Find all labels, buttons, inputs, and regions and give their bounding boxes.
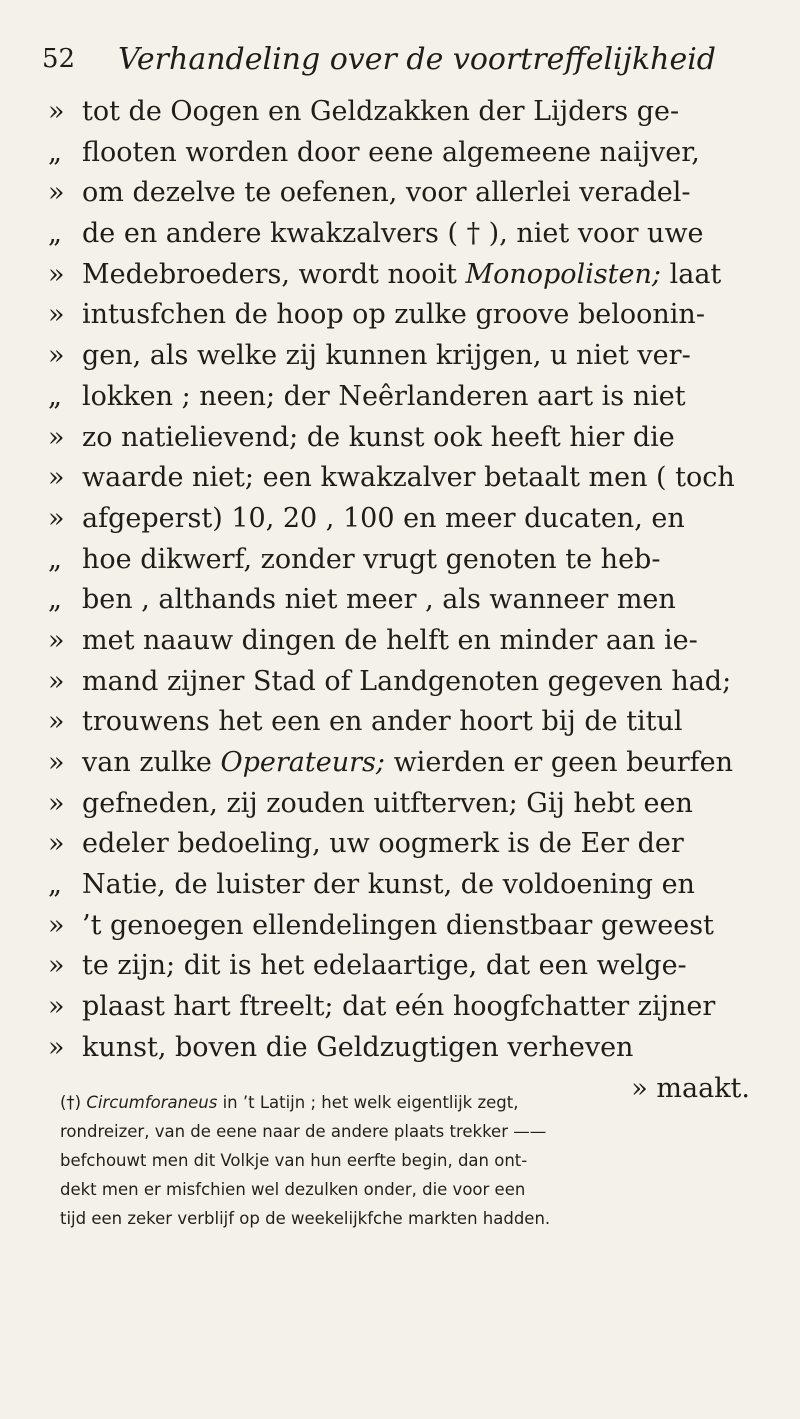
line-text-segment: lokken ; neen; der Neêrlanderen aart is niet: [82, 380, 686, 412]
line-text-segment: edeler bedoeling, uw oogmerk is de Eer der: [82, 828, 684, 860]
text-line: [48, 214, 768, 255]
text-line: [48, 133, 768, 174]
line-text: [82, 295, 705, 336]
text-line: [48, 173, 768, 214]
quote-mark: »: [48, 258, 65, 290]
footnote-marker: (†): [60, 1093, 82, 1112]
line-text: [82, 702, 683, 743]
text-line: [48, 336, 768, 377]
line-text-segment: waarde niet; een kwakzalver betaalt men ( toch: [82, 462, 735, 494]
text-line: [48, 295, 768, 336]
line-text: [82, 824, 684, 865]
line-text: [82, 458, 735, 499]
line-text-segment: trouwens het een en ander hoort bij de titul: [82, 706, 683, 738]
line-text: [82, 377, 686, 418]
quote-mark: „: [48, 218, 62, 250]
line-text-segment: hoe dikwerf, zonder vrugt genoten te heb-: [82, 543, 661, 575]
line-text: [82, 133, 700, 174]
page-number: 52: [42, 44, 76, 74]
line-text: [82, 621, 698, 662]
quote-mark: „: [48, 869, 62, 901]
line-text-segment: kunst, boven die Geldzugtigen verheven: [82, 1031, 634, 1063]
line-text-segment: Medebroeders, wordt nooit: [82, 258, 466, 290]
line-text-segment: met naauw dingen de helft en minder aan ie-: [82, 624, 698, 656]
line-text: [82, 906, 714, 947]
quote-mark: »: [48, 706, 65, 738]
line-text-segment: wierden er geen beurfen: [384, 747, 734, 778]
line-text: [82, 255, 721, 296]
main-text: [48, 92, 768, 1109]
text-line: [48, 540, 768, 581]
line-text: [82, 743, 733, 784]
footnote-line: [60, 1088, 760, 1117]
text-line: [48, 946, 768, 987]
final-line-text: » maakt.: [631, 1072, 750, 1104]
italic-term: Operateurs;: [220, 747, 385, 778]
line-text: [82, 987, 715, 1028]
quote-mark: »: [48, 96, 65, 127]
footnote: [60, 1088, 760, 1233]
quote-mark: »: [48, 991, 65, 1023]
text-line: [48, 418, 768, 459]
line-text: [82, 946, 687, 987]
footnote-line: befchouwt men dit Volkje van hun eerfte begin, dan ont-: [60, 1151, 528, 1170]
line-text: [82, 499, 685, 540]
quote-mark: »: [48, 502, 65, 534]
line-text-segment: tot de Oogen en Geldzakken der Lijders ge-: [82, 96, 680, 127]
text-line: [48, 377, 768, 418]
line-text: [82, 418, 675, 459]
footnote-text: in ’t Latijn ; het welk eigentlijk zegt,: [217, 1093, 519, 1112]
text-line: [48, 458, 768, 499]
text-line: [48, 865, 768, 906]
line-text-segment: te zijn; dit is het edelaartige, dat een welge-: [82, 950, 687, 982]
line-text-segment: om dezelve te oefenen, voor allerlei veradel-: [82, 177, 691, 209]
quote-mark: »: [48, 787, 65, 819]
text-line: [48, 987, 768, 1028]
line-text-segment: plaast hart ftreelt; dat eén hoogfchatter zijner: [82, 991, 716, 1023]
text-line: [48, 1028, 768, 1069]
quote-mark: »: [48, 909, 65, 941]
line-text-segment: intusfchen de hoop op zulke groove beloonin-: [82, 299, 705, 331]
footnote-line: dekt men er misfchien wel dezulken onder, die voor een: [60, 1180, 526, 1199]
line-text: [82, 865, 695, 906]
line-text-segment: gen, als welke zij kunnen krijgen, u niet ver-: [82, 340, 691, 372]
text-line: [48, 784, 768, 825]
footnote-line: tijd een zeker verblijf op de weekelijkfche markten hadden.: [60, 1209, 551, 1228]
quote-mark: »: [48, 828, 65, 860]
line-text: [82, 540, 660, 581]
text-line: [48, 906, 768, 947]
text-line: [48, 743, 768, 784]
quote-mark: »: [48, 299, 65, 331]
text-line: [48, 824, 768, 865]
text-line: [48, 92, 768, 133]
line-text-segment: afgeperst) 10, 20 , 100 en meer ducaten, en: [82, 502, 685, 534]
page-header: [42, 38, 762, 88]
line-text-segment: mand zijner Stad of Landgenoten gegeven had;: [82, 665, 732, 697]
line-text: [82, 662, 731, 703]
quote-mark: „: [48, 380, 62, 412]
line-text-segment: zo natielievend; de kunst ook heeft hier die: [82, 421, 675, 453]
line-text-segment: Natie, de luister der kunst, de voldoening en: [82, 869, 695, 901]
quote-mark: »: [48, 665, 65, 697]
line-text: [82, 580, 676, 621]
text-line: [48, 255, 768, 296]
quote-mark: »: [48, 1031, 65, 1063]
quote-mark: »: [48, 421, 65, 453]
quote-mark: »: [48, 624, 65, 656]
line-text: [82, 784, 693, 825]
text-line: [48, 621, 768, 662]
line-text: [82, 173, 691, 214]
line-text: [82, 336, 691, 377]
quote-mark: »: [48, 340, 65, 372]
running-title: Verhandeling over de voortreffelijkheid: [118, 42, 716, 77]
line-text-segment: laat: [661, 258, 722, 290]
quote-mark: „: [48, 543, 62, 575]
quote-mark: »: [48, 177, 65, 209]
text-line: [48, 662, 768, 703]
text-line: [48, 580, 768, 621]
quote-mark: »: [48, 747, 65, 778]
line-text: [82, 92, 679, 133]
line-text-segment: ’t genoegen ellendelingen dienstbaar geweest: [82, 909, 714, 941]
line-text-segment: flooten worden door eene algemeene naijver,: [82, 136, 700, 168]
line-text: [82, 214, 704, 255]
quote-mark: »: [48, 462, 65, 494]
footnote-line: rondreizer, van de eene naar de andere plaats trekker ——: [60, 1122, 547, 1141]
footnote-term: Circumforaneus: [86, 1093, 218, 1112]
italic-term: Monopolisten;: [465, 258, 661, 290]
line-text: [82, 1028, 633, 1069]
line-text-segment: de en andere kwakzalvers ( † ), niet voor uwe: [82, 218, 704, 250]
quote-mark: »: [48, 950, 65, 982]
text-line: [48, 499, 768, 540]
quote-mark: „: [48, 136, 62, 168]
line-text-segment: gefneden, zij zouden uitfterven; Gij hebt een: [82, 787, 693, 819]
line-text-segment: van zulke: [82, 747, 221, 778]
text-line: [48, 702, 768, 743]
quote-mark: „: [48, 584, 62, 616]
line-text-segment: ben , althands niet meer , als wanneer men: [82, 584, 676, 616]
